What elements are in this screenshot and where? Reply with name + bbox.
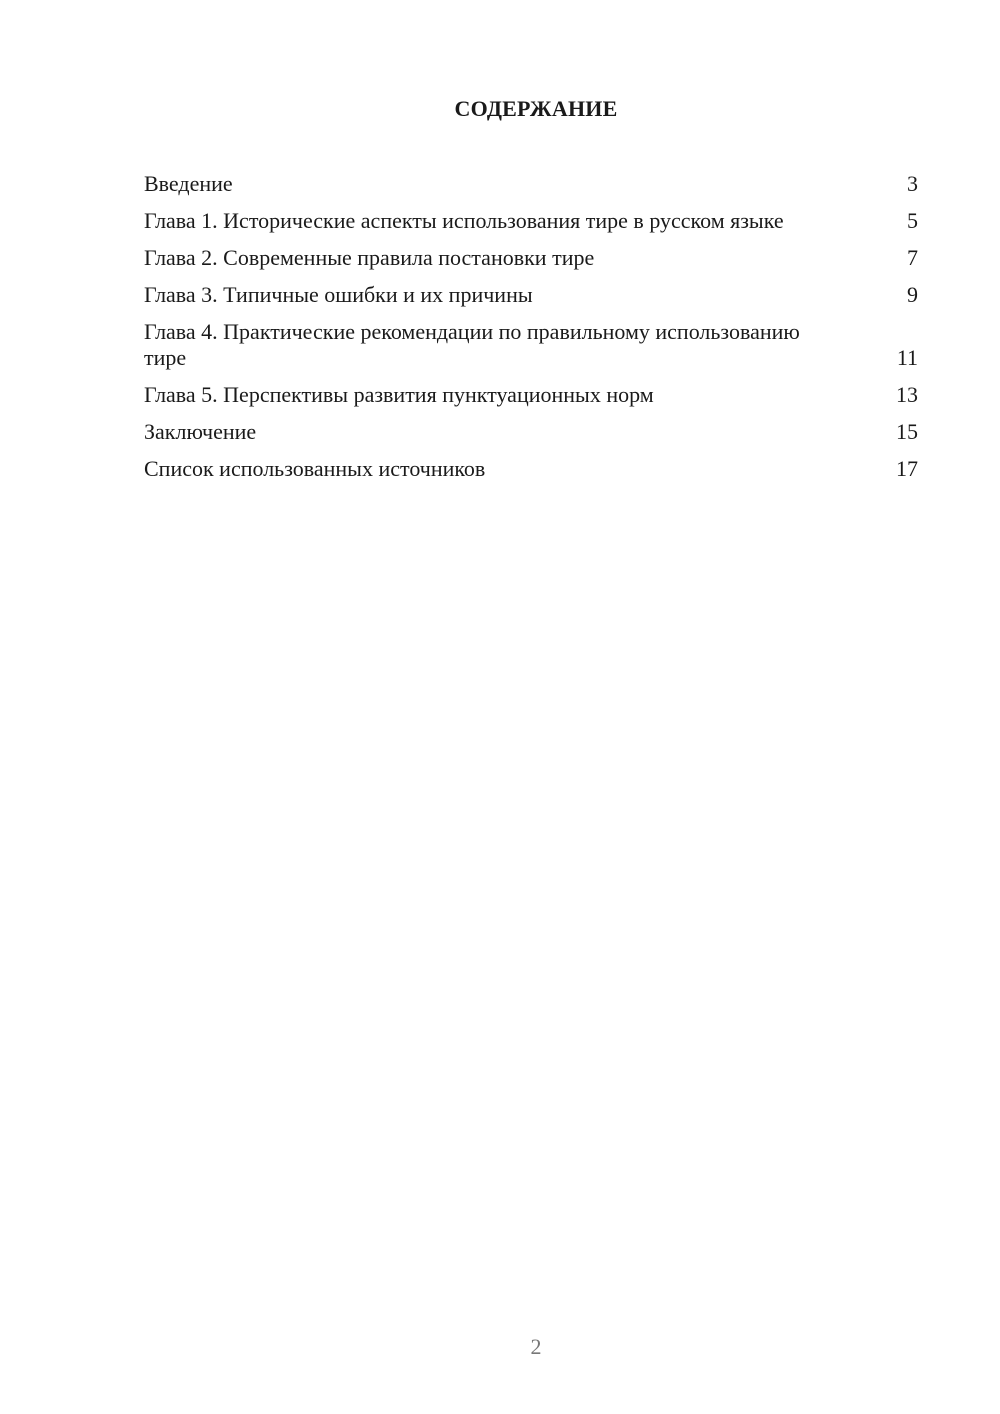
toc-entry-page: 13 — [896, 382, 918, 407]
toc-entry-text: Глава 2. Современные правила постановки тире — [144, 245, 595, 270]
toc-entry-text: Заключение — [144, 419, 257, 444]
toc-entry-page: 15 — [896, 419, 918, 444]
page-number: 2 — [530, 1334, 542, 1359]
toc-entry — [144, 456, 918, 482]
toc-entry-page: 17 — [896, 456, 918, 481]
toc-entry-text: Введение — [144, 171, 233, 196]
toc-entry-text: Глава 4. Практические рекомендации по правильному использованию тире — [144, 319, 800, 370]
toc-entry — [144, 282, 918, 308]
toc-entry-text: Глава 5. Перспективы развития пунктуационных норм — [144, 382, 654, 407]
toc-entry — [144, 171, 918, 197]
toc-entry — [144, 245, 918, 271]
toc-entry-page: 7 — [907, 245, 918, 270]
toc-entry — [144, 419, 918, 445]
toc-entry-page: 11 — [896, 345, 918, 370]
toc-entry — [144, 319, 918, 371]
toc-entry-text: Глава 1. Исторические аспекты использования тире в русском языке — [144, 208, 784, 233]
toc-entry-text: Глава 3. Типичные ошибки и их причины — [144, 282, 533, 307]
toc-entry-text: Список использованных источников — [144, 456, 486, 481]
toc-entry-page: 3 — [907, 171, 918, 196]
table-of-contents — [144, 171, 918, 493]
toc-entry-page: 9 — [907, 282, 918, 307]
toc-entry-page: 5 — [907, 208, 918, 233]
page-title: СОДЕРЖАНИЕ — [454, 96, 618, 121]
toc-entry — [144, 208, 918, 234]
toc-entry — [144, 382, 918, 408]
